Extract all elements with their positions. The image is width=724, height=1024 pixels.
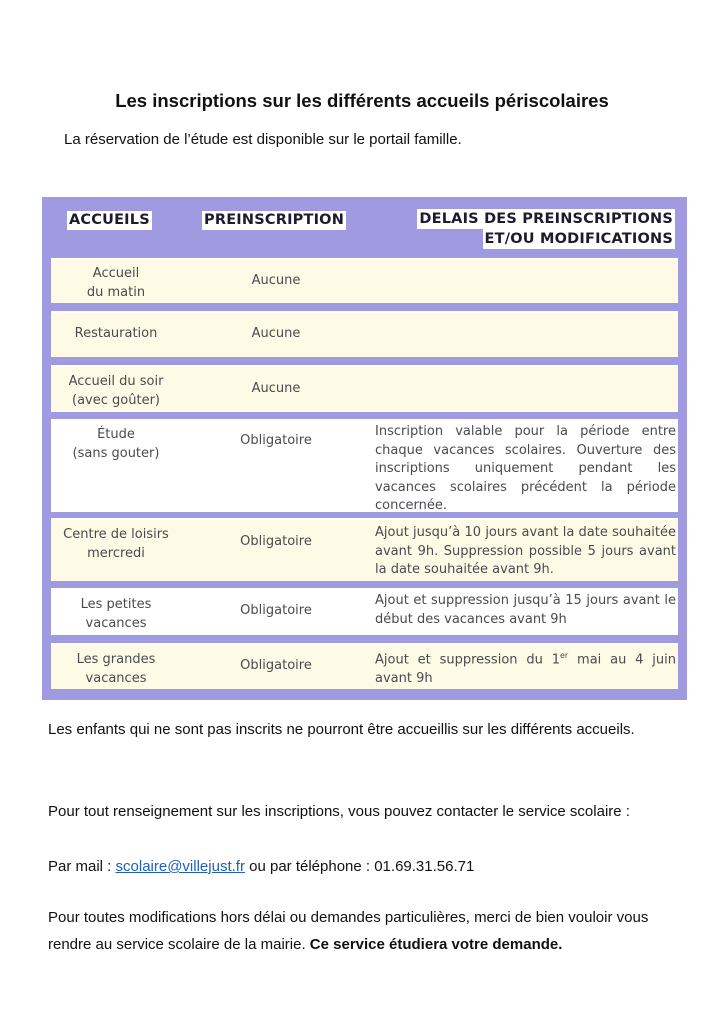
table-row [51,588,678,635]
row-accueil: Les grandes vacances [76,652,156,686]
paragraph-non-inscrits: Les enfants qui ne sont pas inscrits ne pourront être accueillis sur les différents accueils. [48,721,635,738]
table-row [51,365,678,412]
row-accueil: Centre de loisirs mercredi [63,527,169,561]
header-preinscription: PREINSCRIPTION [204,212,345,228]
row-preinscription: Obligatoire [240,658,312,673]
header-delais-line2: ET/OU MODIFICATIONS [484,231,673,247]
table-row [51,419,678,512]
row-delais: Ajout jusqu’à 10 jours avant la date souhaitée avant 9h. Suppression possible 5 jours avant la date souhaitée avant 9h. [375,525,676,577]
row-preinscription: Aucune [251,326,301,341]
row-accueil: Restauration [74,326,158,341]
page-title: Les inscriptions sur les différents accueils périscolaires [115,90,609,111]
row-preinscription: Obligatoire [240,603,312,618]
intro-text: La réservation de l’étude est disponible sur le portail famille. [64,131,462,148]
row-delais-superscript: er [559,651,569,660]
table-row [51,311,678,357]
contact-phone: ou par téléphone : 01.69.31.56.71 [244,858,475,875]
header-delais [417,209,675,249]
table-row [51,258,678,303]
row-preinscription: Aucune [251,273,301,288]
row-preinscription: Obligatoire [240,433,312,448]
row-accueil: Accueil du matin [86,266,146,300]
row-delais [375,647,676,688]
row-preinscription: Obligatoire [240,534,312,549]
row-accueil: Les petites vacances [80,597,152,631]
row-accueil: Accueil du soir (avec goûter) [68,374,164,408]
row-preinscription: Aucune [251,381,301,396]
header-accueils: ACCUEILS [69,212,150,228]
row-accueil: Étude (sans gouter) [72,427,160,461]
row-delais-text: Ajout et suppression du 1 [375,652,560,668]
row-delais: Inscription valable pour la période entre chaque vacances scolaires. Ouverture des inscriptions uniquement pendant les vacances scolaires précédent la période concernée. [375,424,676,513]
table-row [51,643,678,689]
table-row [51,518,678,581]
contact-line [48,853,678,880]
contact-prefix: Par mail : [48,858,116,875]
inscriptions-table [42,197,687,700]
paragraph-modifications [48,904,678,958]
header-delais-line1: DELAIS DES PREINSCRIPTIONS [419,211,673,227]
row-delais-text-end: mai au 4 juin avant 9h [375,652,676,686]
modifications-bold: Ce service étudiera votre demande. [309,936,563,953]
row-delais: Ajout et suppression jusqu’à 15 jours avant le début des vacances avant 9h [375,593,676,627]
paragraph-renseignement: Pour tout renseignement sur les inscriptions, vous pouvez contacter le service scolaire : [48,803,630,820]
email-link[interactable]: scolaire@villejust.fr [115,858,245,875]
modifications-text: Pour toutes modifications hors délai ou demandes particulières, merci de bien vouloir vous rendre au service scolaire de la mairie. [48,909,649,953]
